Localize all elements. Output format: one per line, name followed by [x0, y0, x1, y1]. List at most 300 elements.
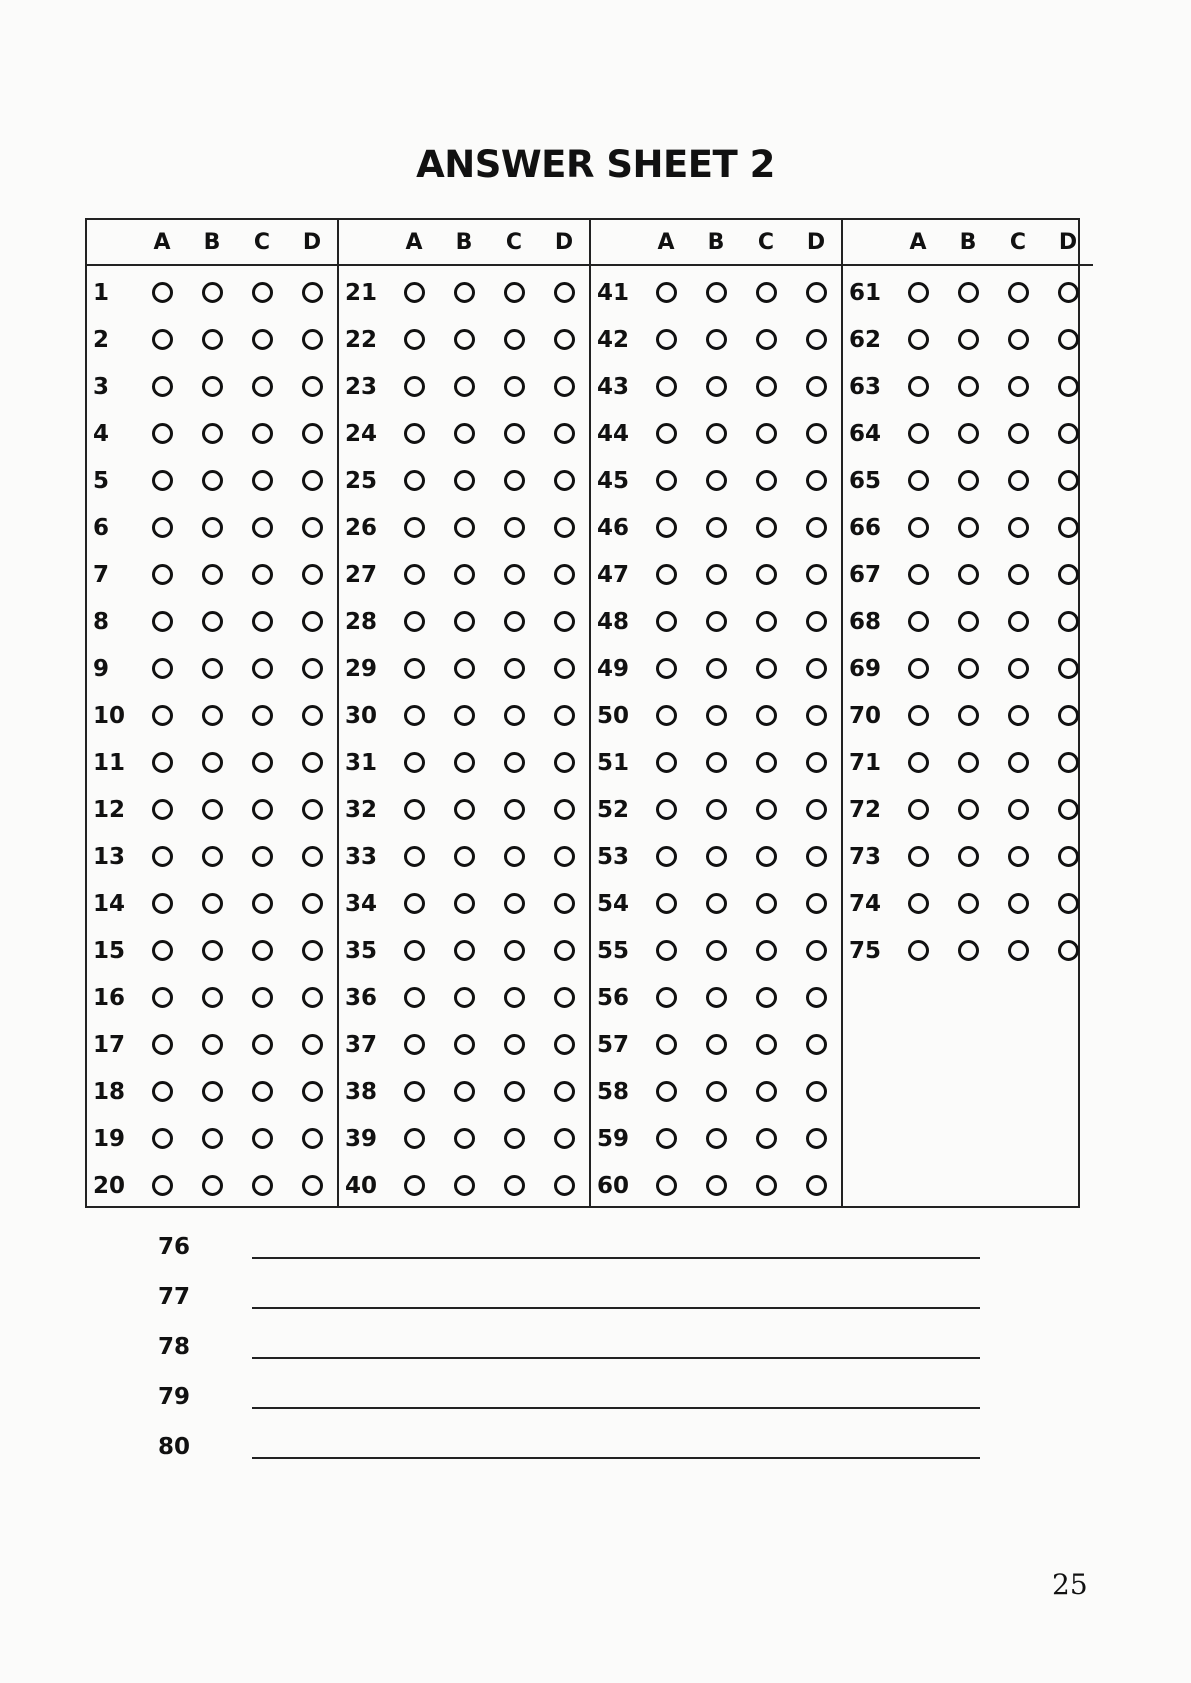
answer-bubble[interactable] [958, 564, 979, 585]
answer-bubble[interactable] [908, 470, 929, 491]
answer-bubble[interactable] [1008, 893, 1029, 914]
answer-bubble[interactable] [554, 517, 575, 538]
answer-bubble[interactable] [656, 893, 677, 914]
answer-bubble[interactable] [302, 705, 323, 726]
answer-bubble[interactable] [1058, 846, 1079, 867]
answer-bubble[interactable] [454, 611, 475, 632]
answer-bubble[interactable] [252, 752, 273, 773]
answer-bubble[interactable] [302, 611, 323, 632]
answer-bubble[interactable] [454, 752, 475, 773]
answer-bubble[interactable] [152, 893, 173, 914]
answer-bubble[interactable] [958, 846, 979, 867]
answer-bubble[interactable] [302, 376, 323, 397]
answer-bubble[interactable] [1008, 329, 1029, 350]
answer-bubble[interactable] [252, 658, 273, 679]
answer-bubble[interactable] [252, 893, 273, 914]
answer-bubble[interactable] [504, 376, 525, 397]
answer-bubble[interactable] [504, 846, 525, 867]
answer-bubble[interactable] [504, 329, 525, 350]
answer-bubble[interactable] [202, 611, 223, 632]
answer-bubble[interactable] [152, 846, 173, 867]
answer-bubble[interactable] [656, 517, 677, 538]
answer-bubble[interactable] [504, 470, 525, 491]
answer-bubble[interactable] [152, 517, 173, 538]
answer-bubble[interactable] [958, 940, 979, 961]
answer-bubble[interactable] [806, 517, 827, 538]
answer-bubble[interactable] [706, 940, 727, 961]
answer-bubble[interactable] [252, 282, 273, 303]
answer-bubble[interactable] [404, 611, 425, 632]
answer-bubble[interactable] [252, 564, 273, 585]
answer-bubble[interactable] [1008, 517, 1029, 538]
answer-bubble[interactable] [806, 705, 827, 726]
answer-bubble[interactable] [554, 282, 575, 303]
answer-bubble[interactable] [756, 423, 777, 444]
answer-bubble[interactable] [404, 846, 425, 867]
answer-bubble[interactable] [404, 376, 425, 397]
answer-bubble[interactable] [554, 611, 575, 632]
answer-bubble[interactable] [252, 329, 273, 350]
answer-bubble[interactable] [1058, 799, 1079, 820]
answer-bubble[interactable] [806, 611, 827, 632]
answer-bubble[interactable] [706, 846, 727, 867]
answer-bubble[interactable] [554, 846, 575, 867]
answer-bubble[interactable] [958, 423, 979, 444]
answer-bubble[interactable] [958, 329, 979, 350]
answer-bubble[interactable] [252, 987, 273, 1008]
answer-bubble[interactable] [302, 846, 323, 867]
answer-bubble[interactable] [1058, 705, 1079, 726]
answer-bubble[interactable] [454, 376, 475, 397]
answer-bubble[interactable] [152, 470, 173, 491]
answer-bubble[interactable] [908, 329, 929, 350]
answer-bubble[interactable] [706, 517, 727, 538]
answer-bubble[interactable] [554, 329, 575, 350]
answer-bubble[interactable] [404, 799, 425, 820]
answer-bubble[interactable] [806, 1081, 827, 1102]
answer-bubble[interactable] [656, 940, 677, 961]
answer-bubble[interactable] [202, 846, 223, 867]
answer-bubble[interactable] [706, 893, 727, 914]
answer-bubble[interactable] [152, 1034, 173, 1055]
answer-bubble[interactable] [656, 611, 677, 632]
answer-bubble[interactable] [504, 658, 525, 679]
answer-bubble[interactable] [404, 423, 425, 444]
answer-bubble[interactable] [908, 940, 929, 961]
answer-bubble[interactable] [908, 517, 929, 538]
answer-bubble[interactable] [706, 1081, 727, 1102]
answer-bubble[interactable] [1058, 470, 1079, 491]
answer-bubble[interactable] [706, 752, 727, 773]
answer-bubble[interactable] [252, 799, 273, 820]
answer-bubble[interactable] [706, 564, 727, 585]
answer-bubble[interactable] [706, 658, 727, 679]
answer-bubble[interactable] [756, 893, 777, 914]
answer-bubble[interactable] [302, 799, 323, 820]
answer-bubble[interactable] [806, 799, 827, 820]
answer-bubble[interactable] [302, 517, 323, 538]
answer-bubble[interactable] [504, 705, 525, 726]
answer-bubble[interactable] [1058, 564, 1079, 585]
answer-bubble[interactable] [756, 564, 777, 585]
answer-bubble[interactable] [202, 893, 223, 914]
answer-bubble[interactable] [454, 1175, 475, 1196]
answer-bubble[interactable] [404, 1128, 425, 1149]
answer-bubble[interactable] [806, 1128, 827, 1149]
answer-line[interactable] [252, 1257, 980, 1259]
answer-bubble[interactable] [302, 893, 323, 914]
answer-bubble[interactable] [504, 752, 525, 773]
answer-bubble[interactable] [554, 799, 575, 820]
answer-bubble[interactable] [252, 846, 273, 867]
answer-bubble[interactable] [404, 658, 425, 679]
answer-bubble[interactable] [1008, 705, 1029, 726]
answer-bubble[interactable] [202, 517, 223, 538]
answer-bubble[interactable] [756, 940, 777, 961]
answer-bubble[interactable] [554, 423, 575, 444]
answer-bubble[interactable] [1058, 517, 1079, 538]
answer-bubble[interactable] [554, 1128, 575, 1149]
answer-bubble[interactable] [1008, 423, 1029, 444]
answer-bubble[interactable] [152, 423, 173, 444]
answer-bubble[interactable] [908, 282, 929, 303]
answer-bubble[interactable] [958, 658, 979, 679]
answer-bubble[interactable] [656, 376, 677, 397]
answer-bubble[interactable] [252, 1034, 273, 1055]
answer-bubble[interactable] [1058, 423, 1079, 444]
answer-bubble[interactable] [656, 752, 677, 773]
answer-bubble[interactable] [806, 893, 827, 914]
answer-bubble[interactable] [554, 470, 575, 491]
answer-bubble[interactable] [706, 611, 727, 632]
answer-bubble[interactable] [454, 470, 475, 491]
answer-bubble[interactable] [152, 282, 173, 303]
answer-bubble[interactable] [152, 1128, 173, 1149]
answer-bubble[interactable] [504, 1081, 525, 1102]
answer-bubble[interactable] [1008, 752, 1029, 773]
answer-bubble[interactable] [756, 658, 777, 679]
answer-bubble[interactable] [152, 1175, 173, 1196]
answer-bubble[interactable] [504, 1175, 525, 1196]
answer-line[interactable] [252, 1407, 980, 1409]
answer-bubble[interactable] [454, 705, 475, 726]
answer-bubble[interactable] [252, 611, 273, 632]
answer-bubble[interactable] [806, 282, 827, 303]
answer-bubble[interactable] [1058, 376, 1079, 397]
answer-bubble[interactable] [756, 705, 777, 726]
answer-bubble[interactable] [806, 1034, 827, 1055]
answer-bubble[interactable] [908, 564, 929, 585]
answer-bubble[interactable] [554, 564, 575, 585]
answer-bubble[interactable] [404, 705, 425, 726]
answer-bubble[interactable] [554, 752, 575, 773]
answer-bubble[interactable] [706, 987, 727, 1008]
answer-bubble[interactable] [806, 329, 827, 350]
answer-bubble[interactable] [202, 376, 223, 397]
answer-bubble[interactable] [806, 470, 827, 491]
answer-bubble[interactable] [806, 987, 827, 1008]
answer-bubble[interactable] [152, 376, 173, 397]
answer-bubble[interactable] [202, 564, 223, 585]
answer-bubble[interactable] [504, 282, 525, 303]
answer-bubble[interactable] [958, 893, 979, 914]
answer-bubble[interactable] [202, 1034, 223, 1055]
answer-bubble[interactable] [504, 940, 525, 961]
answer-bubble[interactable] [756, 376, 777, 397]
answer-bubble[interactable] [706, 470, 727, 491]
answer-bubble[interactable] [958, 376, 979, 397]
answer-bubble[interactable] [202, 1128, 223, 1149]
answer-bubble[interactable] [454, 846, 475, 867]
answer-bubble[interactable] [202, 1175, 223, 1196]
answer-bubble[interactable] [202, 705, 223, 726]
answer-bubble[interactable] [706, 705, 727, 726]
answer-bubble[interactable] [656, 799, 677, 820]
answer-bubble[interactable] [202, 282, 223, 303]
answer-bubble[interactable] [454, 329, 475, 350]
answer-bubble[interactable] [404, 752, 425, 773]
answer-bubble[interactable] [404, 282, 425, 303]
answer-bubble[interactable] [302, 423, 323, 444]
answer-bubble[interactable] [404, 517, 425, 538]
answer-bubble[interactable] [706, 1034, 727, 1055]
answer-bubble[interactable] [202, 752, 223, 773]
answer-bubble[interactable] [454, 658, 475, 679]
answer-bubble[interactable] [252, 376, 273, 397]
answer-bubble[interactable] [756, 1128, 777, 1149]
answer-bubble[interactable] [706, 376, 727, 397]
answer-bubble[interactable] [504, 611, 525, 632]
answer-bubble[interactable] [656, 1128, 677, 1149]
answer-bubble[interactable] [806, 1175, 827, 1196]
answer-bubble[interactable] [554, 940, 575, 961]
answer-bubble[interactable] [908, 658, 929, 679]
answer-bubble[interactable] [908, 752, 929, 773]
answer-bubble[interactable] [1058, 329, 1079, 350]
answer-bubble[interactable] [504, 423, 525, 444]
answer-bubble[interactable] [554, 1034, 575, 1055]
answer-bubble[interactable] [1008, 846, 1029, 867]
answer-bubble[interactable] [656, 1175, 677, 1196]
answer-bubble[interactable] [1058, 611, 1079, 632]
answer-bubble[interactable] [958, 517, 979, 538]
answer-bubble[interactable] [454, 893, 475, 914]
answer-bubble[interactable] [1008, 564, 1029, 585]
answer-bubble[interactable] [404, 470, 425, 491]
answer-bubble[interactable] [152, 799, 173, 820]
answer-bubble[interactable] [404, 940, 425, 961]
answer-bubble[interactable] [1008, 376, 1029, 397]
answer-bubble[interactable] [554, 705, 575, 726]
answer-bubble[interactable] [756, 752, 777, 773]
answer-bubble[interactable] [252, 423, 273, 444]
answer-bubble[interactable] [806, 564, 827, 585]
answer-bubble[interactable] [656, 705, 677, 726]
answer-bubble[interactable] [152, 940, 173, 961]
answer-bubble[interactable] [252, 1128, 273, 1149]
answer-bubble[interactable] [908, 799, 929, 820]
answer-line[interactable] [252, 1357, 980, 1359]
answer-bubble[interactable] [454, 1034, 475, 1055]
answer-bubble[interactable] [404, 1034, 425, 1055]
answer-bubble[interactable] [908, 893, 929, 914]
answer-bubble[interactable] [1008, 611, 1029, 632]
answer-bubble[interactable] [656, 1081, 677, 1102]
answer-bubble[interactable] [302, 470, 323, 491]
answer-bubble[interactable] [202, 658, 223, 679]
answer-bubble[interactable] [1058, 893, 1079, 914]
answer-bubble[interactable] [454, 564, 475, 585]
answer-bubble[interactable] [756, 611, 777, 632]
answer-bubble[interactable] [554, 658, 575, 679]
answer-bubble[interactable] [958, 470, 979, 491]
answer-bubble[interactable] [504, 1034, 525, 1055]
answer-bubble[interactable] [554, 893, 575, 914]
answer-bubble[interactable] [504, 517, 525, 538]
answer-line[interactable] [252, 1307, 980, 1309]
answer-bubble[interactable] [454, 940, 475, 961]
answer-bubble[interactable] [806, 752, 827, 773]
answer-bubble[interactable] [1008, 282, 1029, 303]
answer-bubble[interactable] [806, 423, 827, 444]
answer-bubble[interactable] [504, 1128, 525, 1149]
answer-bubble[interactable] [806, 376, 827, 397]
answer-bubble[interactable] [404, 564, 425, 585]
answer-bubble[interactable] [152, 611, 173, 632]
answer-bubble[interactable] [504, 564, 525, 585]
answer-bubble[interactable] [656, 658, 677, 679]
answer-bubble[interactable] [152, 752, 173, 773]
answer-bubble[interactable] [454, 423, 475, 444]
answer-bubble[interactable] [1008, 940, 1029, 961]
answer-bubble[interactable] [1008, 658, 1029, 679]
answer-bubble[interactable] [302, 987, 323, 1008]
answer-bubble[interactable] [302, 282, 323, 303]
answer-bubble[interactable] [302, 1034, 323, 1055]
answer-bubble[interactable] [302, 564, 323, 585]
answer-bubble[interactable] [554, 1175, 575, 1196]
answer-bubble[interactable] [404, 329, 425, 350]
answer-bubble[interactable] [554, 376, 575, 397]
answer-bubble[interactable] [958, 611, 979, 632]
answer-bubble[interactable] [656, 987, 677, 1008]
answer-bubble[interactable] [252, 940, 273, 961]
answer-bubble[interactable] [706, 282, 727, 303]
answer-bubble[interactable] [302, 658, 323, 679]
answer-bubble[interactable] [202, 987, 223, 1008]
answer-bubble[interactable] [958, 705, 979, 726]
answer-bubble[interactable] [152, 658, 173, 679]
answer-bubble[interactable] [1008, 470, 1029, 491]
answer-bubble[interactable] [1058, 282, 1079, 303]
answer-bubble[interactable] [302, 329, 323, 350]
answer-bubble[interactable] [756, 799, 777, 820]
answer-bubble[interactable] [756, 846, 777, 867]
answer-bubble[interactable] [806, 846, 827, 867]
answer-bubble[interactable] [756, 470, 777, 491]
answer-bubble[interactable] [756, 517, 777, 538]
answer-bubble[interactable] [252, 1175, 273, 1196]
answer-bubble[interactable] [656, 470, 677, 491]
answer-bubble[interactable] [554, 1081, 575, 1102]
answer-bubble[interactable] [252, 1081, 273, 1102]
answer-bubble[interactable] [404, 1081, 425, 1102]
answer-bubble[interactable] [152, 705, 173, 726]
answer-bubble[interactable] [252, 517, 273, 538]
answer-bubble[interactable] [454, 282, 475, 303]
answer-bubble[interactable] [908, 705, 929, 726]
answer-bubble[interactable] [202, 940, 223, 961]
answer-bubble[interactable] [958, 752, 979, 773]
answer-bubble[interactable] [454, 987, 475, 1008]
answer-bubble[interactable] [504, 893, 525, 914]
answer-bubble[interactable] [706, 799, 727, 820]
answer-bubble[interactable] [1008, 799, 1029, 820]
answer-bubble[interactable] [302, 1175, 323, 1196]
answer-bubble[interactable] [1058, 658, 1079, 679]
answer-line[interactable] [252, 1457, 980, 1459]
answer-bubble[interactable] [756, 1175, 777, 1196]
answer-bubble[interactable] [908, 423, 929, 444]
answer-bubble[interactable] [454, 517, 475, 538]
answer-bubble[interactable] [908, 376, 929, 397]
answer-bubble[interactable] [706, 1128, 727, 1149]
answer-bubble[interactable] [706, 423, 727, 444]
answer-bubble[interactable] [756, 1034, 777, 1055]
answer-bubble[interactable] [656, 423, 677, 444]
answer-bubble[interactable] [252, 705, 273, 726]
answer-bubble[interactable] [756, 282, 777, 303]
answer-bubble[interactable] [454, 1128, 475, 1149]
answer-bubble[interactable] [152, 987, 173, 1008]
answer-bubble[interactable] [806, 940, 827, 961]
answer-bubble[interactable] [152, 564, 173, 585]
answer-bubble[interactable] [756, 1081, 777, 1102]
answer-bubble[interactable] [202, 799, 223, 820]
answer-bubble[interactable] [908, 611, 929, 632]
answer-bubble[interactable] [958, 799, 979, 820]
answer-bubble[interactable] [706, 329, 727, 350]
answer-bubble[interactable] [706, 1175, 727, 1196]
answer-bubble[interactable] [656, 1034, 677, 1055]
answer-bubble[interactable] [202, 1081, 223, 1102]
answer-bubble[interactable] [656, 564, 677, 585]
answer-bubble[interactable] [202, 470, 223, 491]
answer-bubble[interactable] [152, 329, 173, 350]
answer-bubble[interactable] [806, 658, 827, 679]
answer-bubble[interactable] [756, 987, 777, 1008]
answer-bubble[interactable] [454, 1081, 475, 1102]
answer-bubble[interactable] [202, 329, 223, 350]
answer-bubble[interactable] [302, 1081, 323, 1102]
answer-bubble[interactable] [202, 423, 223, 444]
answer-bubble[interactable] [302, 940, 323, 961]
answer-bubble[interactable] [554, 987, 575, 1008]
answer-bubble[interactable] [504, 987, 525, 1008]
answer-bubble[interactable] [656, 846, 677, 867]
answer-bubble[interactable] [958, 282, 979, 303]
answer-bubble[interactable] [302, 1128, 323, 1149]
answer-bubble[interactable] [152, 1081, 173, 1102]
answer-bubble[interactable] [404, 1175, 425, 1196]
answer-bubble[interactable] [656, 329, 677, 350]
answer-bubble[interactable] [252, 470, 273, 491]
answer-bubble[interactable] [908, 846, 929, 867]
answer-bubble[interactable] [404, 893, 425, 914]
answer-bubble[interactable] [454, 799, 475, 820]
answer-bubble[interactable] [756, 329, 777, 350]
answer-bubble[interactable] [504, 799, 525, 820]
